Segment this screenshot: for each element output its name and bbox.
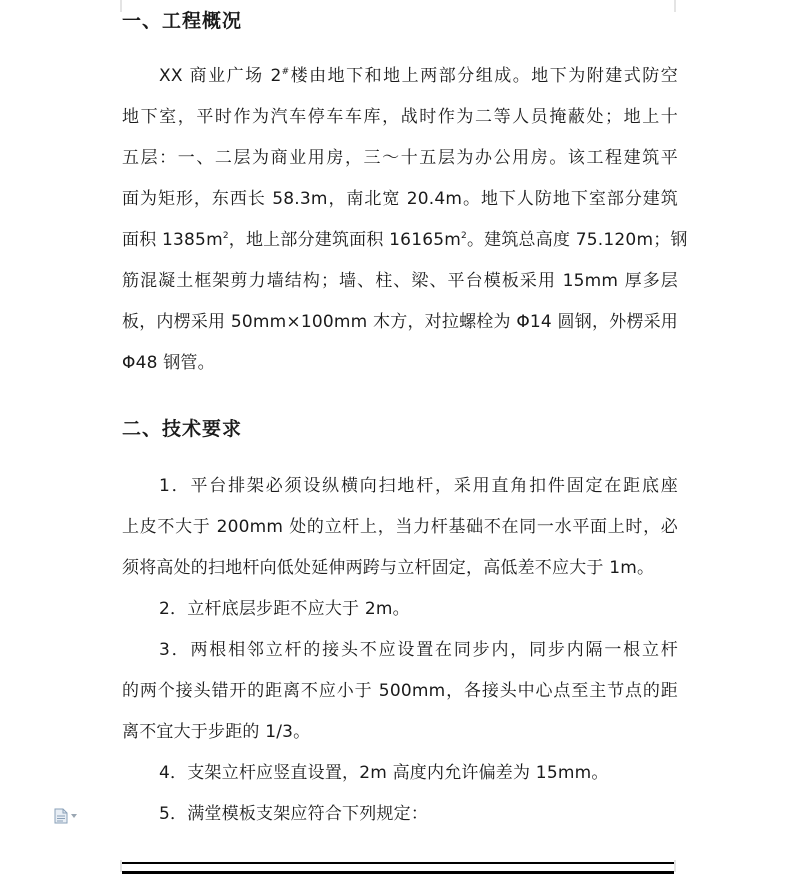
technical-requirements-list	[122, 466, 678, 835]
text-line: 面积 $1385m^2$，地上部分建筑面积 $16165m^2$。建筑总高度 75.120m；钢	[122, 230, 688, 250]
crop-mark-top-left	[110, 0, 122, 12]
text-line: 5．满堂模板支架应符合下列规定：	[159, 804, 429, 824]
text-line: 3．两根相邻立杆的接头不应设置在同步内，同步内隔一根立杆	[159, 640, 678, 660]
text-line: 五层：一、二层为商业用房，三～十五层为办公用房。该工程建筑平	[122, 148, 678, 168]
crop-mark-bottom-left	[110, 860, 122, 872]
list-item	[122, 589, 678, 630]
text-line: 4．支架立杆应竖直设置，2m 高度内允许偏差为 15mm。	[159, 763, 609, 783]
crop-mark-bottom-right	[674, 860, 686, 872]
paste-options-button[interactable]	[54, 808, 84, 824]
text-line: 的两个接头错开的距离不应小于 500mm，各接头中心点至主节点的距	[122, 681, 678, 701]
list-item	[122, 753, 678, 794]
overview-paragraph	[122, 56, 688, 384]
list-item	[122, 630, 678, 753]
text-line: 地下室，平时作为汽车停车车库，战时作为二等人员掩蔽处；地上十	[122, 107, 678, 127]
text-line: 面为矩形，东西长 58.3m，南北宽 20.4m。地下人防地下室部分建筑	[122, 189, 678, 209]
section-heading-technical: 二、技术要求	[122, 418, 243, 440]
list-item	[122, 794, 678, 835]
text-line: 1．平台排架必须设纵横向扫地杆，采用直角扣件固定在距底座	[159, 476, 678, 496]
crop-mark-top-right	[674, 0, 686, 12]
dropdown-arrow-icon	[71, 814, 77, 818]
table-top-border	[122, 862, 674, 864]
document-icon	[54, 808, 68, 824]
text-line: 2．立杆底层步距不应大于 2m。	[159, 599, 410, 619]
text-line: 板，内楞采用 50mm×100mm 木方，对拉螺栓为 Φ14 圆钢，外楞采用	[122, 312, 678, 332]
text-line: 上皮不大于 200mm 处的立杆上，当力杆基础不在同一水平面上时，必	[122, 517, 678, 537]
table-border	[122, 871, 674, 874]
text-line: 离不宜大于步距的 1/3。	[122, 722, 311, 742]
text-line: Φ48 钢管。	[122, 353, 215, 373]
section-heading-overview: 一、工程概况	[122, 10, 243, 32]
list-item	[122, 466, 678, 589]
text-line: 须将高处的扫地杆向低处延伸两跨与立杆固定，高低差不应大于 1m。	[122, 558, 655, 578]
text-line: XX 商业广场 2#楼由地下和地上两部分组成。地下为附建式防空	[159, 66, 679, 86]
text-line: 筋混凝土框架剪力墙结构；墙、柱、梁、平台模板采用 15mm 厚多层	[122, 271, 678, 291]
